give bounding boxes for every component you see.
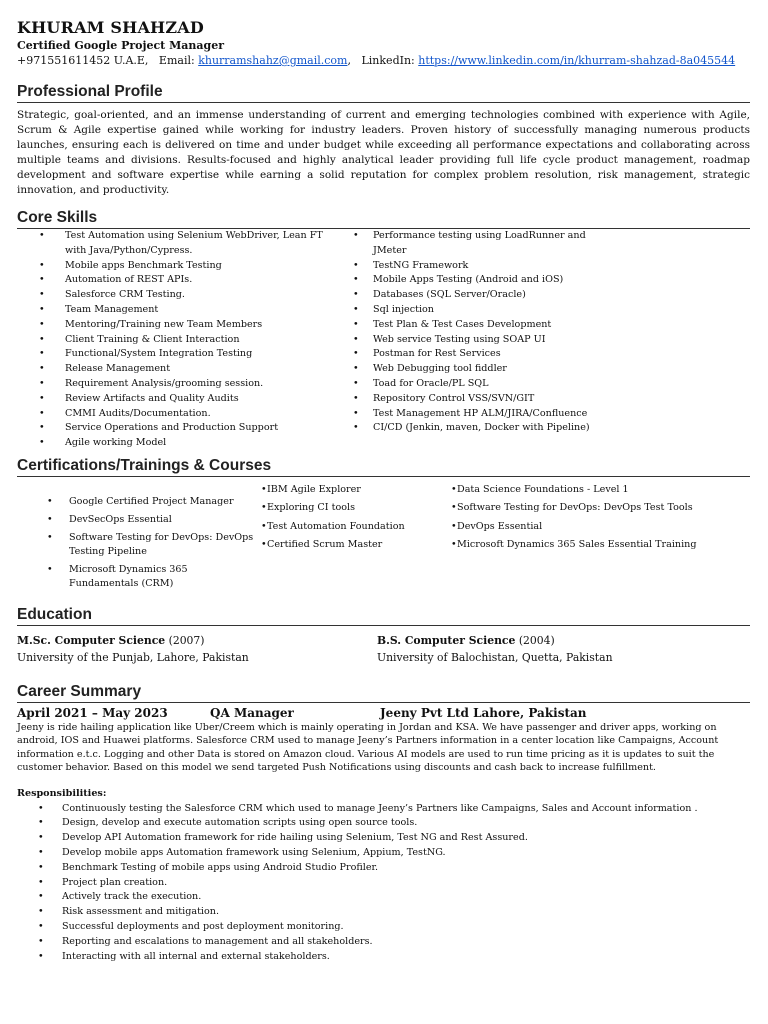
skills-list-2 xyxy=(347,229,607,436)
education-degree-line xyxy=(17,632,377,649)
skill-item: • Functional/System Integration Testing xyxy=(17,347,347,362)
skill-item: • CMMI Audits/Documentation. xyxy=(17,407,347,422)
degree-year: (2007) xyxy=(168,633,205,647)
responsibility-item: • Successful deployments and post deployment monitoring. xyxy=(17,920,750,935)
skill-item: • Toad for Oracle/PL SQL xyxy=(347,377,607,392)
responsibility-item: • Project plan creation. xyxy=(17,876,750,891)
section-title-profile: Professional Profile xyxy=(17,82,750,103)
skill-item: • Requirement Analysis/grooming session. xyxy=(17,377,347,392)
certification-item: • IBM Agile Explorer xyxy=(255,483,445,497)
resume-header xyxy=(17,18,750,68)
skill-item: • Test Management HP ALM/JIRA/Confluence xyxy=(347,407,607,422)
certification-item: • Google Certified Project Manager xyxy=(17,495,255,509)
education-columns xyxy=(17,632,750,666)
school: University of Balochistan, Quetta, Pakistan xyxy=(377,650,613,664)
skills-list-1 xyxy=(17,229,347,451)
education-item xyxy=(17,632,377,666)
responsibility-item: • Develop mobile apps Automation framework using Selenium, Appium, TestNG. xyxy=(17,846,750,861)
profile-section xyxy=(17,82,750,198)
skill-item: • Test Plan & Test Cases Development xyxy=(347,318,607,333)
degree: M.Sc. Computer Science xyxy=(17,633,166,647)
education-section xyxy=(17,605,750,666)
job-dates: April 2021 – May 2023 xyxy=(17,705,168,720)
skill-item: • Mentoring/Training new Team Members xyxy=(17,318,347,333)
resume-page xyxy=(17,18,750,964)
linkedin-label: LinkedIn: xyxy=(361,54,415,67)
candidate-title: Certified Google Project Manager xyxy=(17,39,224,52)
responsibility-item: • Interacting with all internal and external stakeholders. xyxy=(17,950,750,965)
section-title-skills: Core Skills xyxy=(17,208,750,229)
skill-item: • TestNG Framework xyxy=(347,259,607,274)
job-role: QA Manager xyxy=(210,705,294,720)
certification-item: • Certified Scrum Master xyxy=(255,538,445,552)
responsibility-item: • Reporting and escalations to management and all stakeholders. xyxy=(17,935,750,950)
education-degree-line xyxy=(377,632,613,649)
certifications-column-1 xyxy=(17,483,255,595)
responsibility-item: • Benchmark Testing of mobile apps using Android Studio Profiler. xyxy=(17,861,750,876)
skills-section xyxy=(17,208,750,451)
degree-year: (2004) xyxy=(518,633,555,647)
responsibilities-list xyxy=(17,802,750,965)
certifications-column-3 xyxy=(445,483,745,595)
responsibility-item: • Risk assessment and mitigation. xyxy=(17,905,750,920)
certification-item: • Microsoft Dynamics 365 Fundamentals (CRM) xyxy=(17,563,255,591)
skill-item: • Sql injection xyxy=(347,303,607,318)
cert-list-3 xyxy=(445,483,745,553)
skill-item: • Performance testing using LoadRunner and JMeter xyxy=(347,229,607,259)
responsibility-item: • Continuously testing the Salesforce CRM which used to manage Jeeny’s Partners like Campaigns, Sales and Account information . xyxy=(17,802,750,817)
responsibility-item: • Design, develop and execute automation scripts using open source tools. xyxy=(17,816,750,831)
certifications-columns xyxy=(17,483,750,595)
email-link[interactable]: khurramshahz@gmail.com xyxy=(198,54,348,67)
section-title-education: Education xyxy=(17,605,750,626)
job-description: Jeeny is ride hailing application like Uber/Creem which is mainly operating in Jordan and KSA. We have passenger and driver apps, working on android, IOS and Huawei platforms. Salesforce CRM used to manage Jeeny’s Partners information in a center location like Campaigns, Account information e.t.c. Logging and other Data is stored on Amazon cloud. Various AI models are used to run time pricing as it is updates to suit the customer behavior. Based on this model we send targeted Push Notifications using discounts and cash back to increase fulfillment. xyxy=(17,721,719,774)
certification-item: • Software Testing for DevOps: DevOps Testing Pipeline xyxy=(17,531,255,559)
section-title-certifications: Certifications/Trainings & Courses xyxy=(17,456,750,477)
skill-item: • Salesforce CRM Testing. xyxy=(17,288,347,303)
email-label: Email: xyxy=(158,54,195,67)
profile-text: Strategic, goal-oriented, and an immense understanding of current and emerging technologies combined with experience with Agile, Scrum & Agile expertise gained while working for industry leaders. Proven history of successfully managing numerous products launches, ensuring each is delivered on time and under budget while exceeding all performance expectations and collaborating across multiple teams and divisions. Results-focused and highly analytical leader providing full life cycle product management, roadmap development and software expertise while earning a solid reputation for complex problem resolution, risk management, strategic innovation, and productivity. xyxy=(17,109,750,196)
responsibility-item: • Actively track the execution. xyxy=(17,890,750,905)
skills-columns xyxy=(17,229,750,451)
responsibility-item: • Develop API Automation framework for ride hailing using Selenium, Test NG and Rest Assured. xyxy=(17,831,750,846)
skill-item: • Mobile Apps Testing (Android and iOS) xyxy=(347,273,607,288)
certification-item: • Test Automation Foundation xyxy=(255,520,445,534)
education-item xyxy=(377,632,613,666)
certification-item: • Microsoft Dynamics 365 Sales Essential Training xyxy=(445,538,745,552)
skill-item: • Test Automation using Selenium WebDriver, Lean FT with Java/Python/Cypress. xyxy=(17,229,347,259)
section-title-career: Career Summary xyxy=(17,682,750,703)
job-company: Jeeny Pvt Ltd Lahore, Pakistan xyxy=(380,705,587,720)
skill-item: • Web service Testing using SOAP UI xyxy=(347,333,607,348)
responsibilities-title: Responsibilities: xyxy=(17,787,107,799)
skill-item: • Client Training & Client Interaction xyxy=(17,333,347,348)
degree: B.S. Computer Science xyxy=(377,633,516,647)
cert-list-1 xyxy=(17,495,255,591)
phone-location: +971551611452 U.A.E, xyxy=(17,54,149,67)
skill-item: • Web Debugging tool fiddler xyxy=(347,362,607,377)
certification-item: • Data Science Foundations - Level 1 xyxy=(445,483,745,497)
skill-item: • Review Artifacts and Quality Audits xyxy=(17,392,347,407)
skills-column-1 xyxy=(17,229,347,451)
career-section xyxy=(17,682,750,964)
certifications-section xyxy=(17,456,750,595)
certification-item: • Software Testing for DevOps: DevOps Test Tools xyxy=(445,501,745,515)
skill-item: • Automation of REST APIs. xyxy=(17,273,347,288)
skill-item: • Postman for Rest Services xyxy=(347,347,607,362)
skill-item: • Repository Control VSS/SVN/GIT xyxy=(347,392,607,407)
skill-item: • Databases (SQL Server/Oracle) xyxy=(347,288,607,303)
certification-item: • DevOps Essential xyxy=(445,520,745,534)
skills-column-2 xyxy=(347,229,607,451)
certification-item: • DevSecOps Essential xyxy=(17,513,255,527)
skill-item: • Agile working Model xyxy=(17,436,347,451)
skill-item: • Mobile apps Benchmark Testing xyxy=(17,259,347,274)
contact-line: +971551611452 U.A.E, Email: khurramshahz@gmail.com, LinkedIn: https://www.linkedin.com/in/khurram-shahzad-8a045544 xyxy=(17,54,736,67)
certification-item: • Exploring CI tools xyxy=(255,501,445,515)
school: University of the Punjab, Lahore, Pakistan xyxy=(17,650,249,664)
skill-item: • Service Operations and Production Support xyxy=(17,421,347,436)
job-header xyxy=(17,705,750,721)
skill-item: • CI/CD (Jenkin, maven, Docker with Pipeline) xyxy=(347,421,607,436)
certifications-column-2 xyxy=(255,483,445,595)
linkedin-link[interactable]: https://www.linkedin.com/in/khurram-shahzad-8a045544 xyxy=(418,54,736,67)
skill-item: • Team Management xyxy=(17,303,347,318)
skill-item: • Release Management xyxy=(17,362,347,377)
candidate-name: KHURAM SHAHZAD xyxy=(17,18,204,37)
cert-list-2 xyxy=(255,483,445,553)
